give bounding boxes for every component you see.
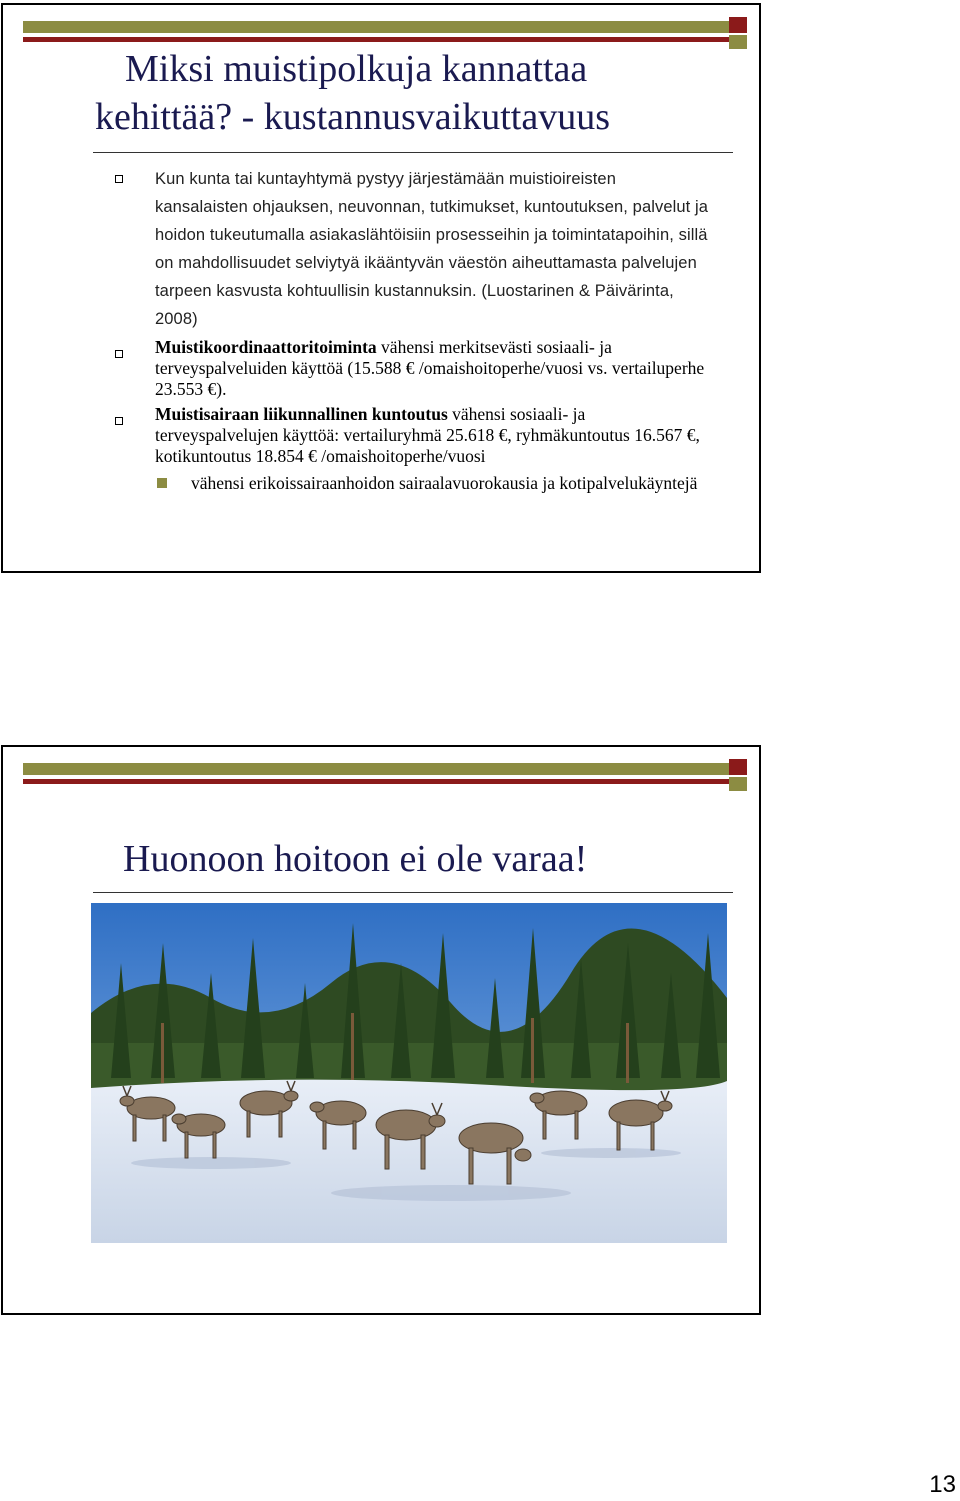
bullet-item [111,165,711,333]
header-olive-square [729,777,747,791]
header-red-square [729,17,747,33]
header-red-square [729,759,747,775]
sub-bullet-list [155,473,711,494]
sub-bullet-text: vähensi erikoissairaanhoidon sairaalavuorokausia ja kotipalvelukäyntejä [191,473,698,493]
bullet-bold-text: Muistikoordinaattoritoiminta [155,337,377,357]
slide-1-title-line-1: Miksi muistipolkuja kannattaa [125,48,588,90]
bullet-item [111,404,711,494]
reindeer-photo [91,903,727,1243]
slide-1-title-line-2: kehittää? - kustannusvaikuttavuus [95,96,610,138]
header-olive-bar [23,763,729,775]
bullet-text: Kun kunta tai kuntayhtymä pystyy järjestämään muistioireisten kansalaisten ohjauksen, neuvonnan, tutkimukset, kuntoutuksen, palvelut ja hoidon tukeutumalla asiakaslähtöisiin prosesseihin ja toimintatapoihin, sillä on mahdollisuudet selviytyä ikääntyvän väestön aiheuttamasta palvelujen tarpeen kasvusta kohtuullisin kustannuksin. (Luostarinen & Päivärinta, 2008) [155,170,709,328]
header-red-line [23,779,729,784]
slide-1-title [95,45,610,141]
header-olive-square [729,35,747,49]
slide-2 [1,745,761,1315]
bullet-list [111,165,711,498]
sub-bullet-item [155,473,711,494]
hollow-square-bullet-icon [115,175,123,183]
header-olive-bar [23,21,729,33]
slide-2-title: Huonoon hoitoon ei ole varaa! [123,838,588,880]
header-red-line [23,37,729,42]
slide-header-bar [23,759,751,793]
hollow-square-bullet-icon [115,417,123,425]
bullet-item [111,337,711,400]
bullet-text: vähensi sosiaali- ja terveyspalvelujen käyttöä: vertailuryhmä 25.618 €, ryhmäkuntoutus 16.567 €, kotikuntoutus 18.854 € /omaishoitoperhe/vuosi [155,404,700,466]
bullet-text: vähensi merkitsevästi sosiaali- ja terveyspalveluiden käyttöä (15.588 € /omaishoitoperhe/vuosi vs. vertailuperhe 23.553 €). [155,337,705,399]
title-underline [93,892,733,893]
slide-1 [1,3,761,573]
hollow-square-bullet-icon [115,350,123,358]
page-number: 13 [929,1471,956,1498]
bullet-bold-text: Muistisairaan liikunnallinen kuntoutus [155,404,448,424]
filled-square-bullet-icon [157,478,167,488]
title-underline [93,152,733,153]
